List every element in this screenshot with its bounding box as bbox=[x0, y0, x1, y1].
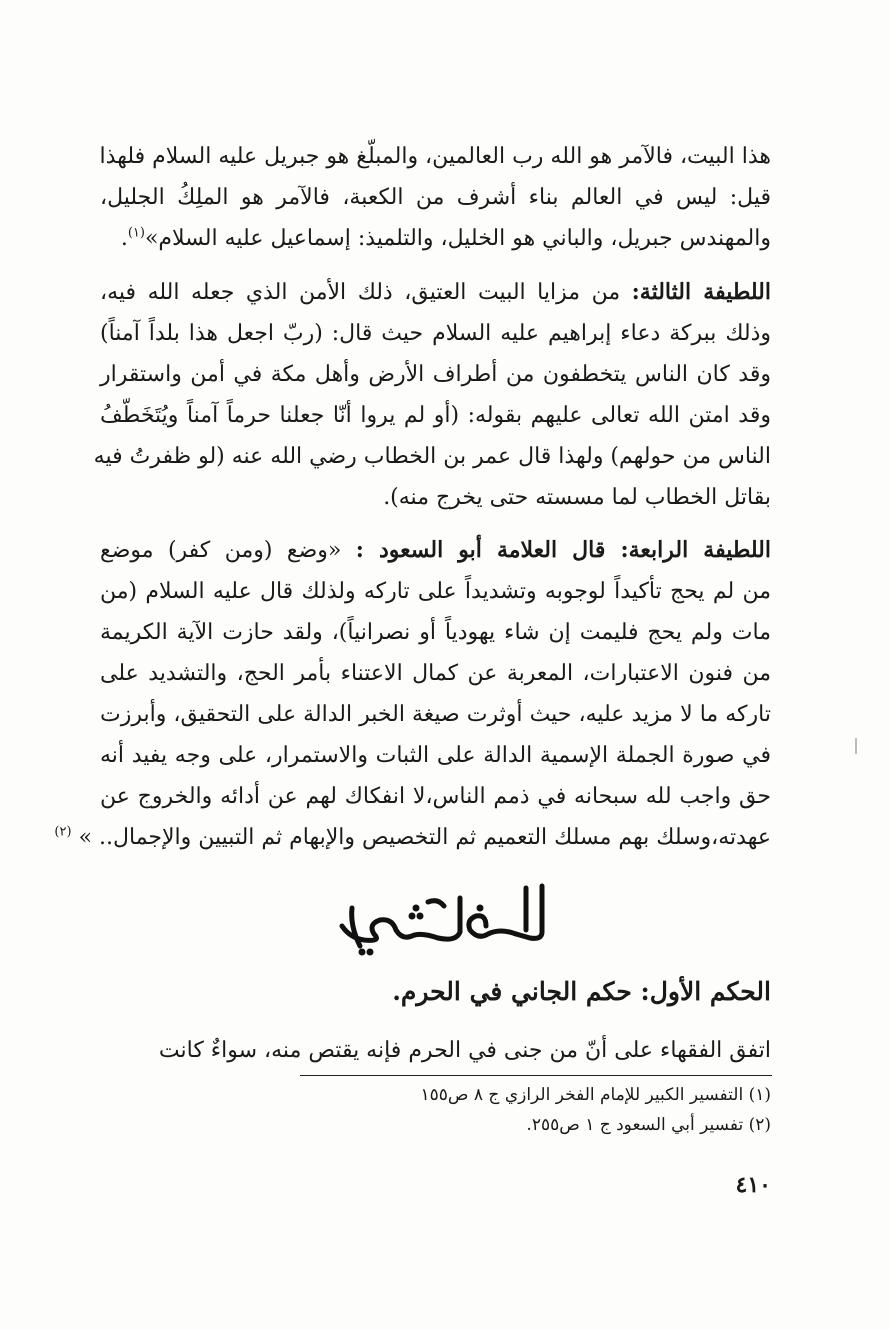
line-text: والمهندس جبريل، والباني هو الخليل، والتلميذ: إسماعيل عليه السلام» bbox=[144, 226, 771, 251]
text-line bbox=[100, 272, 771, 313]
line-text: «وضع (ومن كفر) موضع bbox=[100, 538, 356, 563]
text-line: من لم يحج تأكيداً لوجوبه وتشديداً على تاركه ولذلك قال عليه السلام (من bbox=[100, 579, 771, 604]
text-line: وذلك ببركة دعاء إبراهيم عليه السلام حيث قال: (ربّ اجعل هذا بلداً آمناً) bbox=[100, 321, 771, 346]
text-line: وقد امتن الله تعالى عليهم بقوله: (أو لم يروا أنّا جعلنا حرماً آمناً ويُتَخَطّفُ bbox=[100, 403, 771, 428]
footnotes bbox=[421, 1080, 771, 1140]
text-line bbox=[100, 218, 771, 259]
line-text: عهدته،وسلك بهم مسلك التعميم ثم التخصيص والإبهام ثم التبيين والإجمال.. » bbox=[78, 825, 771, 850]
footnote-2: (٢) تفسير أبي السعود ج ١ ص٢٥٥. bbox=[526, 1115, 771, 1135]
text-line: في صورة الجملة الإسمية الدالة على الثبات والاستمرار، على وجه يفيد أنه bbox=[100, 743, 771, 768]
text-line: الناس من حولهم) ولهذا قال عمر بن الخطاب رضي الله عنه (لو ظفرتُ فيه bbox=[93, 444, 771, 469]
footnote-ref-1: (١) bbox=[127, 225, 145, 241]
section-heading: الحكم الأول: حكم الجاني في الحرم. bbox=[392, 977, 771, 1006]
text-line: مات ولم يحج فليمت إن شاء يهودياً أو نصرانياً)، ولقد حازت الآية الكريمة bbox=[100, 620, 771, 645]
paragraph-4 bbox=[104, 1030, 771, 1071]
line-end: . bbox=[120, 226, 128, 251]
text-line: بقاتل الخطاب لما مسسته حتى يخرج منه). bbox=[383, 485, 771, 510]
paragraph-lead: اللطيفة الرابعة: قال العلامة أبو السعود : bbox=[355, 537, 771, 563]
text-line: قيل: ليس في العالم بناء أشرف من الكعبة، فالآمر هو الملِكُ الجليل، bbox=[100, 185, 771, 210]
margin-mark bbox=[855, 738, 857, 754]
footnote-1: (١) التفسير الكبير للإمام الفخر الرازي ج ٨ ص١٥٥ bbox=[420, 1085, 771, 1105]
text-line: وقد كان الناس يتخطفون من أطراف الأرض وأهل مكة في أمن واستقرار bbox=[100, 362, 771, 387]
paragraph-1 bbox=[100, 136, 771, 259]
paragraph-3 bbox=[54, 530, 771, 858]
text-line: من فنون الاعتبارات، المعربة عن كمال الاعتناء بأمر الحج، والتشديد على bbox=[100, 661, 771, 686]
text-line bbox=[100, 530, 771, 571]
text-line bbox=[54, 817, 771, 858]
calligraphy-title bbox=[320, 868, 570, 958]
text-line: حق واجب لله سبحانه في ذمم الناس،لا انفكاك لهم عن أدائه والخروج عن bbox=[100, 784, 771, 809]
footnote-ref-2: (٢) bbox=[54, 824, 72, 840]
footnote-divider bbox=[300, 1075, 772, 1076]
page-number: ٤١٠ bbox=[735, 1172, 771, 1198]
line-text: من مزايا البيت العتيق، ذلك الأمن الذي جعله الله فيه، bbox=[100, 280, 632, 305]
text-line: هذا البيت، فالآمر هو الله رب العالمين، والمبلّغ هو جبريل عليه السلام فلهذا bbox=[99, 144, 771, 169]
text-line: اتفق الفقهاء على أنّ من جنى في الحرم فإنه يقتص منه، سواءٌ كانت bbox=[158, 1038, 771, 1063]
paragraph-2 bbox=[93, 272, 771, 518]
text-line: تاركه ما لا مزيد عليه، حيث أوثرت صيغة الخبر الدالة على التحقيق، وأبرزت bbox=[100, 702, 771, 727]
paragraph-lead: اللطيفة الثالثة: bbox=[631, 279, 771, 305]
